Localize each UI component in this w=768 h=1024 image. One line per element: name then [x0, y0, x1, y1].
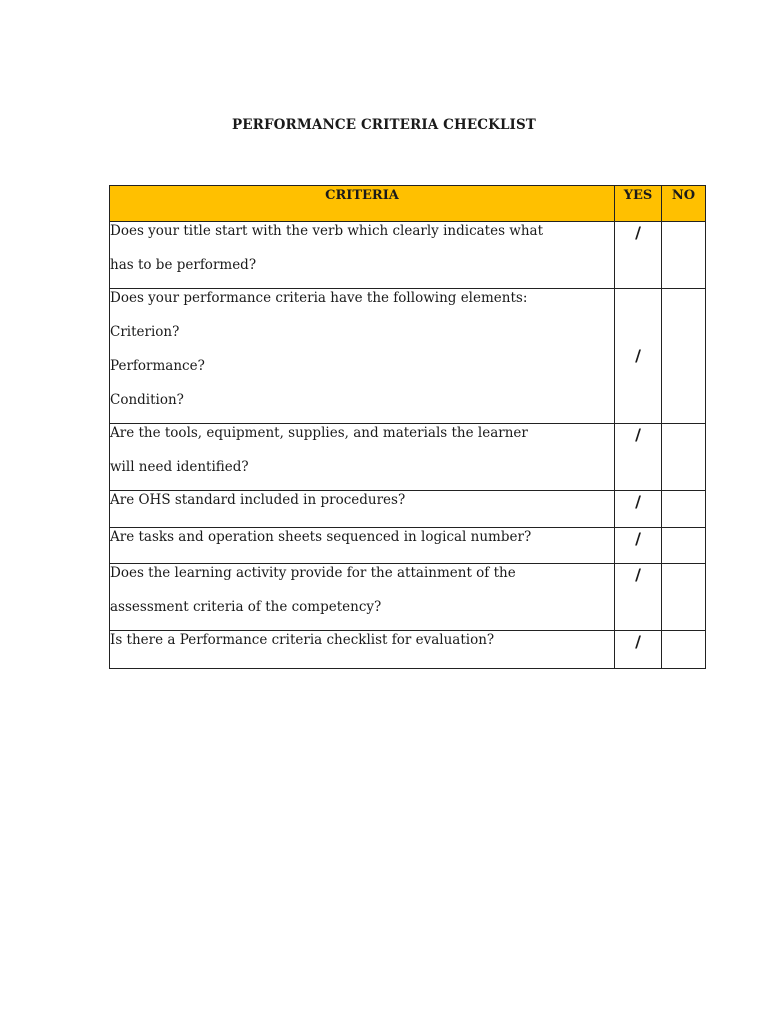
criteria-text-line: has to be performed? — [110, 257, 257, 273]
table-row — [110, 424, 706, 491]
check-mark: / — [635, 492, 641, 511]
header-criteria: CRITERIA — [110, 186, 615, 222]
table-body — [110, 222, 706, 669]
criteria-text-line: Criterion? — [110, 324, 180, 340]
no-cell — [662, 631, 706, 669]
criteria-cell — [110, 631, 615, 669]
page-title: PERFORMANCE CRITERIA CHECKLIST — [232, 117, 536, 133]
no-cell — [662, 424, 706, 491]
table-row — [110, 631, 706, 669]
criteria-text-line: Does your performance criteria have the following elements: — [110, 290, 528, 306]
yes-cell — [615, 222, 662, 289]
table-row — [110, 222, 706, 289]
criteria-text-line: Condition? — [110, 392, 184, 408]
criteria-cell — [110, 289, 615, 424]
criteria-text-line: Are tasks and operation sheets sequenced in logical number? — [110, 529, 532, 545]
no-cell — [662, 528, 706, 564]
criteria-text-line: Does your title start with the verb which clearly indicates what — [110, 223, 544, 239]
no-cell — [662, 222, 706, 289]
yes-cell — [615, 424, 662, 491]
criteria-text-line: Performance? — [110, 358, 205, 374]
check-mark: / — [635, 529, 641, 548]
table-row — [110, 564, 706, 631]
header-no: NO — [662, 186, 706, 222]
criteria-text-line: Are OHS standard included in procedures? — [110, 492, 406, 508]
yes-cell — [615, 564, 662, 631]
criteria-text-line: Does the learning activity provide for the attainment of the — [110, 565, 516, 581]
criteria-cell — [110, 424, 615, 491]
no-cell — [662, 289, 706, 424]
criteria-cell — [110, 564, 615, 631]
criteria-checklist-table — [109, 185, 706, 669]
no-cell — [662, 564, 706, 631]
header-yes: YES — [615, 186, 662, 222]
check-mark: / — [635, 632, 641, 651]
no-cell — [662, 491, 706, 528]
check-mark: / — [635, 346, 641, 365]
criteria-text-line: Are the tools, equipment, supplies, and materials the learner — [110, 425, 528, 441]
yes-cell — [615, 289, 662, 424]
criteria-text-line: assessment criteria of the competency? — [110, 599, 382, 615]
yes-cell — [615, 491, 662, 528]
criteria-text-line: will need identified? — [110, 459, 249, 475]
yes-cell — [615, 528, 662, 564]
check-mark: / — [635, 565, 641, 584]
table-row — [110, 289, 706, 424]
criteria-cell — [110, 222, 615, 289]
check-mark: / — [635, 223, 641, 242]
yes-cell — [615, 631, 662, 669]
criteria-text-line: Is there a Performance criteria checklist for evaluation? — [110, 632, 495, 648]
check-mark: / — [635, 425, 641, 444]
